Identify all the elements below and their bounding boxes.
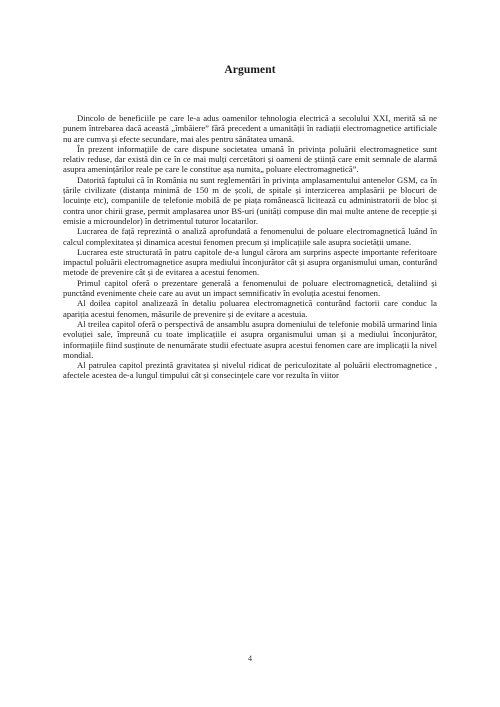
paragraph: În prezent informațiile de care dispune societatea umană în privința poluării electromagnetice sunt relativ reduse, dar există din ce în ce mai mulți cercetători și oameni de știință care emit semnale de alarmă asupra amenințărilor reale pe care le constitue așa numita„ poluare electromagnetică”. — [63, 143, 437, 175]
body-text — [63, 113, 437, 381]
paragraph: Lucrarea este structurată în patru capitole de-a lungul cărora am surprins aspecte importante referitoare impactul poluării electromagnetice asupra mediului înconjurător cât și asupra organismului uman, conturând metode de prevenire cât și de evitarea a acestui fenomen. — [63, 246, 437, 278]
paragraph: Lucrarea de față reprezintă o analiză aprofundată a fenomenului de poluare electromagnetică luând în calcul complexitatea și dinamica acestui fenomen precum și implicațiile sale asupra societății umane. — [63, 226, 437, 247]
page-title: Argument — [224, 64, 276, 76]
paragraph: Dincolo de beneficiile pe care le-a adus oamenilor tehnologia electrică a secolului XXI, merită să ne punem întrebarea dacă această „îmbăiere” fără precedent a umanității în radiații electromagnetice artificiale nu are cumva și efecte secundare, mai ales pentru sănătatea umană. — [63, 113, 437, 144]
paragraph: Al treilea capitol oferă o perspectivă de ansamblu asupra domeniului de telefonie mobilă urmarind linia evoluției sale, împreună cu toate implicațiile ei asupra organismului uman și a mediului înconjurător, informațiile fiind susținute de nenumărate studii efectuate asupra acestui fenomen care are implicații la nivel mondial. — [63, 318, 437, 360]
page-number: 4 — [248, 654, 252, 663]
paragraph: Al doilea capitol analizează în detaliu poluarea electromagnetică conturând factorii care conduc la apariția acestui fenomen, măsurile de prevenire și de evitare a acestuia. — [63, 298, 437, 319]
paragraph: Datorită faptului că în România nu sunt reglementări în privința amplasamentului antenelor GSM, ca în țările civilizate (distanța minimă de 150 m de școli, de spitale și interzicerea amplasării pe blocuri de locuințe etc), companiile de telefonie mobilă de pe piața românească licitează cu administratorii de bloc și contra unor chirii grase, permit amplasarea unor BS-uri (unități compuse din mai multe antene de recepție și emisie a microundelor) în detrimentul tuturor locatarilor. — [63, 174, 437, 226]
paragraph: Al patrulea capitol prezintă gravitatea și nivelul ridicat de periculozitate al poluării electromagnetice , afectele acestea de-a lungul timpului cât și consecințele care vor rezulta în viitor — [63, 360, 437, 381]
paragraph: Primul capitol oferă o prezentare generală a fenomenului de poluare electromagnetică, detaliind și punctând evenimente cheie care au avut un impact semnificativ în evoluția acestui fenomen. — [63, 277, 437, 299]
